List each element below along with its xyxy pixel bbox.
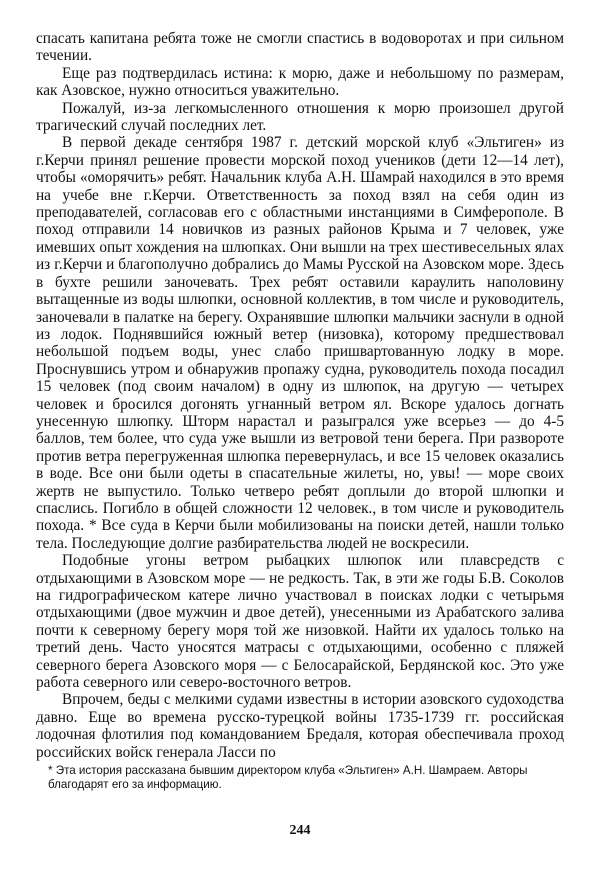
footnote: * Эта история рассказана бывшим директором клуба «Эльтиген» А.Н. Шамраем. Авторы благодарят его за информацию. [48, 764, 528, 792]
paragraph-continuation: спасать капитана ребята тоже не смогли спастись в водоворотах и при сильном течении. [36, 30, 564, 65]
paragraph: Еще раз подтвердилась истина: к морю, даже и небольшому по размерам, как Азовское, нужно относиться уважительно. [36, 64, 564, 100]
paragraph: Пожалуй, из-за легкомысленного отношения к морю произошел другой трагический случай последних лет. [36, 99, 564, 135]
page-number: 244 [289, 823, 311, 838]
paragraph: Подобные угоны ветром рыбацких шлюпок или плавсредств с отдыхающими в Азовском море — не редкость. Так, в эти же годы Б.В. Соколов на гидрографическом катере лично участвовал в поисках лодки с четырьмя отдыхающими (двое мужчин и двое детей), унесенными из Арабатского залива почти к северному берегу моря той же низовкой. Найти их удалось только на третий день. Часто уносятся матрасы с отдыхающими, особенно с пляжей северного берега Азовского моря — с Белосарайской, Бердянской кос. Это уже работа северного или северо-восточного ветров. [36, 552, 564, 692]
paragraph: В первой декаде сентября 1987 г. детский морской клуб «Эльтиген» из г.Керчи принял решение провести морской поход учеников (дети 12—14 лет), чтобы «оморячить» ребят. Начальник клуба А.Н. Шамрай находился в это время на учебе вне г.Керчи. Ответственность за поход взял на себя один из преподавателей, согласовав его с областными инстанциями в Симферополе. В поход отправили 14 новичков из разных районов Крыма и 7 человек, уже имевших опыт хождения на шлюпках. Они вышли на трех шестивесельных ялах из г.Керчи и благополучно добрались до Мамы Русской на Азовском море. Здесь в бухте решили заночевать. Трех ребят оставили караулить наполовину вытащенные из воды шлюпки, основной коллектив, в том числе и руководитель, заночевали в палатке на берегу. Охранявшие шлюпки мальчики заснули в одной из лодок. Поднявшийся южный ветер (низовка), которому предшествовал небольшой подъем воды, унес слабо пришвартованную лодку в море. Проснувшись утром и обнаружив пропажу судна, руководитель похода посадил 15 человек (под своим началом) в одну из шлюпок, на другую — четырех человек и бросился догонять угнанный ветром ял. Вскоре удалось догнать унесенную шлюпку. Шторм нарастал и разыгрался уже всерьез — до 4-5 баллов, тем более, что суда уже вышли из ветровой тени берега. При развороте против ветра перегруженная шлюпка перевернулась, и все 15 человек оказались в воде. Все они были одеты в спасательные жилеты, но, увы! — море своих жертв не выпустило. Только четверо ребят доплыли до второй шлюпки и спаслись. Погибло в общей сложности 12 человек., в том числе и руководитель похода. * Все суда в Керчи были мобилизованы на поиски детей, нашли только тела. Последующие долгие разбирательства людей не воскресили. [36, 134, 564, 552]
page-body [36, 30, 564, 792]
paragraph: Впрочем, беды с мелкими судами известны в истории азовского судоходства давно. Еще во времена русско-турецкой войны 1735-1739 гг. российская лодочная флотилия под командованием Бредаля, которая обеспечивала проход российских войск генерала Ласси по [36, 691, 564, 761]
